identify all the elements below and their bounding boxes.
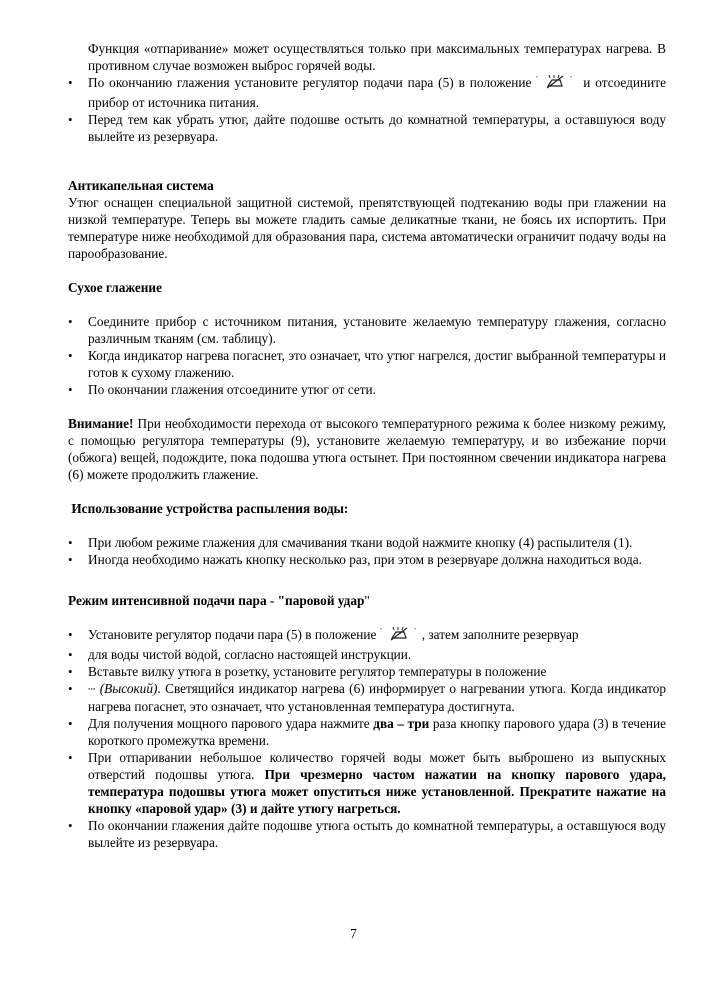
list-item: • Соедините прибор с источником питания, установите желаемую температуру глажения, согласно различным тканям (см. таблицу). xyxy=(68,313,666,347)
warning-paragraph: Внимание! При необходимости перехода от высокого температурного режима к более низкому режиму, с помощью регулятора температуры (9), установите желаемую температуру, и во избежание порчи (обжога) вещей, подождите, пока подошва утюга остынет. При постоянном свечении индикатора нагрева (6) можете продолжить глажение. xyxy=(68,416,666,482)
steaming-list xyxy=(68,74,666,145)
list-item: • Для получения мощного парового удара нажмите два – три раза кнопку парового удара (3) в течение короткого промежутка времени. xyxy=(68,715,666,749)
list-item: • Перед тем как убрать утюг, дайте подошве остыть до комнатной температуры, а оставшуюся воду вылейте из резервуара. xyxy=(68,111,666,145)
list-item: • Вставьте вилку утюга в розетку, установите регулятор температуры в положение xyxy=(68,663,666,680)
list-item: • ••• (Высокий). Светящийся индикатор нагрева (6) информирует о нагревании утюга. Когда индикатор нагрева погаснет, это означает, что установленная температура достигнута. xyxy=(68,680,666,715)
list-item: • По окончании глажения отсоедините утюг от сети. xyxy=(68,381,666,398)
high-temp-dots-icon: ••• xyxy=(88,685,96,694)
list-item: • По окончании глажения дайте подошве утюга остыть до комнатной температуры, а оставшуюся воду вылейте из резервуара. xyxy=(68,817,666,851)
list-item: • Когда индикатор нагрева погаснет, это означает, что утюг нагрелся, достиг выбранной температуры и готов к сухому глажению. xyxy=(68,347,666,381)
steaming-note: Функция «отпаривание» может осуществляться только при максимальных температурах нагрева. В противном случае возможен выброс горячей воды. xyxy=(88,41,666,73)
svg-text:": " xyxy=(570,76,573,82)
list-item: • При отпаривании небольшое количество горячей воды может быть выброшено из выпускных отверстий подошвы утюга. При чрезмерно частом нажатии на кнопку парового удара, температура подошвы утюга может опуститься ниже установленной. Прекратите нажатие на кнопку «паровой удар» (3) и дайте утюгу нагреться. xyxy=(68,749,666,817)
svg-text:": " xyxy=(536,76,539,82)
dry-list xyxy=(68,313,666,398)
svg-text:": " xyxy=(379,628,383,634)
list-item: • При любом режиме глажения для смачивания ткани водой нажмите кнопку (4) распылителя (1). xyxy=(68,534,666,551)
section-title-burst: Режим интенсивной подачи пара - "паровой удар" xyxy=(68,593,370,608)
list-item: • Установите регулятор подачи пара (5) в положение " " , затем заполните резервуар xyxy=(68,626,666,646)
list-item: • По окончанию глажения установите регулятор подачи пара (5) в положение " " и отсоедините прибор от источника питания. xyxy=(68,74,666,111)
burst-list xyxy=(68,626,666,851)
antidrip-text: Утюг оснащен специальной защитной системой, препятствующей подтеканию воды при глажении на низкой температуре. Теперь вы можете гладить самые деликатные ткани, не боясь их испортить. При температуре ниже необходимой для образования пара, система автоматически ограничит подачу воды на парообразование. xyxy=(68,195,666,261)
page-number: 7 xyxy=(350,926,357,941)
spray-list xyxy=(68,534,666,568)
warning-label: Внимание! xyxy=(68,416,134,431)
list-item: • Иногда необходимо нажать кнопку несколько раз, при этом в резервуаре должна находиться вода. xyxy=(68,551,666,568)
section-title-spray: Использование устройства распыления воды: xyxy=(68,501,349,516)
svg-text:": " xyxy=(413,628,417,634)
list-item: • для воды чистой водой, согласно настоящей инструкции. xyxy=(68,646,666,663)
page-content xyxy=(68,40,666,851)
section-title-dry: Сухое глажение xyxy=(68,280,162,295)
section-title-antidrip: Антикапельная система xyxy=(68,178,214,193)
steam-setting-icon xyxy=(380,626,422,646)
steam-setting-icon xyxy=(536,74,578,94)
